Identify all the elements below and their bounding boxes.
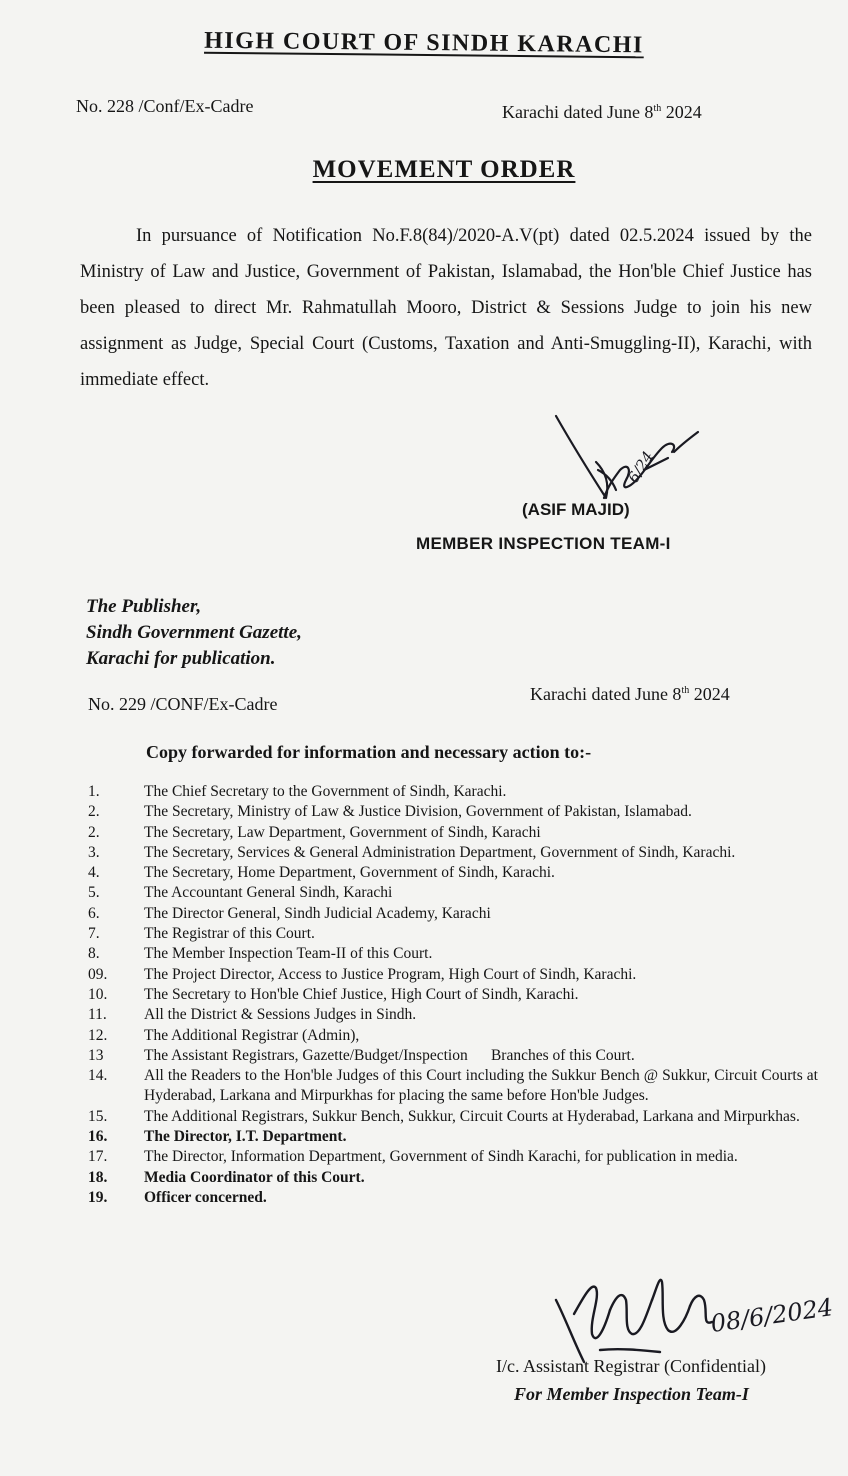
order-date: Karachi dated June 8th 2024 <box>502 102 702 122</box>
copy-date: Karachi dated June 8th 2024 <box>530 684 730 704</box>
court-title: HIGH COURT OF SINDH KARACHI <box>204 27 644 59</box>
publisher-line-1: The Publisher, <box>86 596 202 617</box>
publisher-address <box>86 594 302 672</box>
list-item: 5. The Accountant General Sindh, Karachi <box>88 884 393 902</box>
footer-signatory-title: I/c. Assistant Registrar (Confidential) <box>496 1356 766 1376</box>
signatory-title: MEMBER INSPECTION TEAM-I <box>416 534 671 553</box>
list-item: 10. The Secretary to Hon'ble Chief Justice, High Court of Sindh, Karachi. <box>88 985 579 1003</box>
footer-signatory-on-behalf: For Member Inspection Team-I <box>514 1384 749 1404</box>
list-item: 8. The Member Inspection Team-II of this Court. <box>88 945 433 963</box>
publisher-line-3: Karachi for publication. <box>86 648 276 669</box>
order-reference-number: No. 228 /Conf/Ex-Cadre <box>76 96 254 116</box>
list-item: 3. The Secretary, Services & General Administration Department, Government of Sindh, Karachi. <box>88 843 736 861</box>
list-item: 2. The Secretary, Law Department, Government of Sindh, Karachi <box>88 823 541 841</box>
copy-reference-number: No. 229 /CONF/Ex-Cadre <box>88 694 278 714</box>
list-item: 16. The Director, I.T. Department. <box>88 1128 347 1146</box>
list-item: 19. Officer concerned. <box>88 1188 267 1206</box>
list-item: 11. All the District & Sessions Judges in Sindh. <box>88 1006 417 1024</box>
list-item: 12. The Additional Registrar (Admin), <box>88 1026 360 1044</box>
handwritten-date: 08/6/2024 <box>708 1293 835 1338</box>
recipient-list <box>88 782 818 1208</box>
publisher-line-2: Sindh Government Gazette, <box>86 622 302 643</box>
list-item: 14. All the Readers to the Hon'ble Judges of this Court including the Sukkur Bench @ Sukkur, Circuit Courts at Hyderabad, Larkana and Mirpurkhas for placing the same before Hon'ble Judges. <box>88 1067 818 1105</box>
list-item: 18. Media Coordinator of this Court. <box>88 1168 365 1186</box>
list-item: 4. The Secretary, Home Department, Government of Sindh, Karachi. <box>88 864 555 882</box>
list-item: 2. The Secretary, Ministry of Law & Justice Division, Government of Pakistan, Islamabad. <box>88 803 692 821</box>
list-item: 7. The Registrar of this Court. <box>88 925 315 943</box>
order-body-paragraph: In pursuance of Notification No.F.8(84)/2020-A.V(pt) dated 02.5.2024 issued by the Ministry of Law and Justice, Government of Pakistan, Islamabad, the Hon'ble Chief Justice has been pleased to direct Mr. Rahmatullah Mooro, District & Sessions Judge to join his new assignment as Judge, Special Court (Customs, Taxation and Anti-Smuggling-II), Karachi, with immediate effect. <box>80 226 812 390</box>
signatory-name: (ASIF MAJID) <box>522 500 630 519</box>
list-item: 6. The Director General, Sindh Judicial Academy, Karachi <box>88 904 491 922</box>
list-item: 1. The Chief Secretary to the Government of Sindh, Karachi. <box>88 783 507 800</box>
copy-forwarded-heading: Copy forwarded for information and necessary action to:- <box>146 742 592 762</box>
handwritten-initial-date: 6/24 <box>624 448 658 487</box>
list-item: 13 The Assistant Registrars, Gazette/Budget/Inspection Branches of this Court. <box>88 1046 635 1064</box>
list-item: 15. The Additional Registrars, Sukkur Bench, Sukkur, Circuit Courts at Hyderabad, Larkana and Mirpurkhas. <box>88 1107 800 1125</box>
order-title: MOVEMENT ORDER <box>312 156 576 183</box>
list-item: 17. The Director, Information Department, Government of Sindh Karachi, for publication in media. <box>88 1148 738 1166</box>
list-item: 09. The Project Director, Access to Justice Program, High Court of Sindh, Karachi. <box>88 965 637 983</box>
